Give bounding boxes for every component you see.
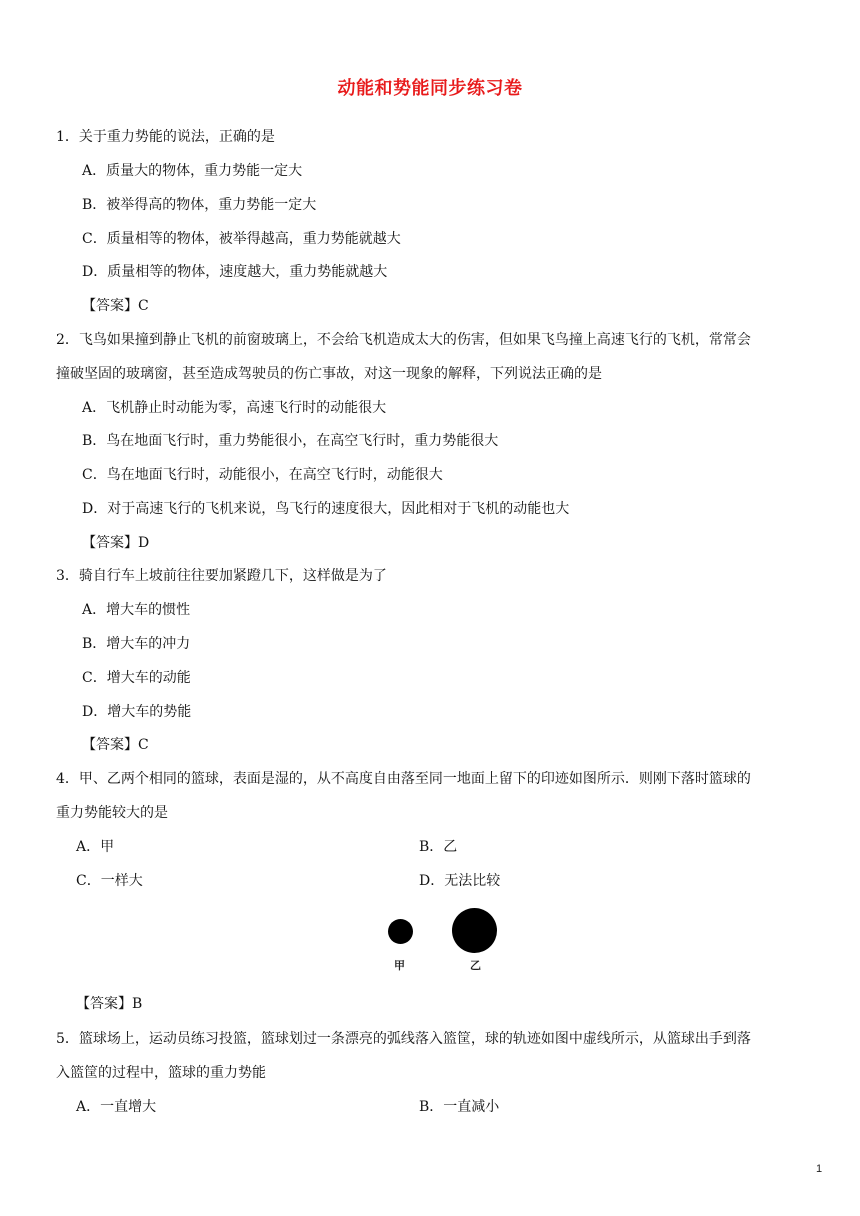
question-3-option-c: C．增大车的动能 <box>82 670 191 686</box>
question-4-option-b: B．乙 <box>419 839 458 855</box>
question-1-option-c: C．质量相等的物体，被举得越高，重力势能就越大 <box>82 231 401 247</box>
question-2-option-d: D．对于高速飞行的飞机来说，鸟飞行的速度很大，因此相对于飞机的动能也大 <box>82 501 570 517</box>
small-ball-imprint <box>388 919 413 944</box>
question-2-option-b: B．鸟在地面飞行时，重力势能很小，在高空飞行时，重力势能很大 <box>82 433 499 449</box>
question-4-stem-line-1: 4．甲、乙两个相同的篮球，表面是湿的，从不高度自由落至同一地面上留下的印迹如图所示．则刚下落时篮球的 <box>56 771 751 787</box>
document-title: 动能和势能同步练习卷 <box>337 78 523 99</box>
question-2-option-c: C．鸟在地面飞行时，动能很小，在高空飞行时，动能很大 <box>82 467 443 483</box>
question-4-option-a: A．甲 <box>76 839 115 855</box>
question-4-option-d: D．无法比较 <box>419 873 501 889</box>
question-1-option-b: B．被举得高的物体，重力势能一定大 <box>82 197 317 213</box>
ball-imprint-figure <box>372 900 512 980</box>
question-3-answer: 【答案】C <box>82 737 149 753</box>
question-1-stem: 1．关于重力势能的说法，正确的是 <box>56 129 275 145</box>
page-number: 1 <box>816 1163 823 1175</box>
question-3-option-b: B．增大车的冲力 <box>82 636 191 652</box>
question-2-stem-line-2: 撞破坚固的玻璃窗，甚至造成驾驶员的伤亡事故，对这一现象的解释，下列说法正确的是 <box>56 366 602 382</box>
question-1-option-a: A．质量大的物体，重力势能一定大 <box>82 163 303 179</box>
question-4-option-c: C．一样大 <box>76 873 143 889</box>
question-3-stem: 3．骑自行车上坡前往往要加紧蹬几下，这样做是为了 <box>56 568 387 584</box>
figure-label-yi: 乙 <box>470 959 481 972</box>
large-ball-imprint <box>452 908 497 953</box>
figure-label-jia: 甲 <box>394 959 405 972</box>
question-4-answer: 【答案】B <box>76 996 143 1012</box>
question-2-answer: 【答案】D <box>82 535 150 551</box>
question-4-stem-line-2: 重力势能较大的是 <box>56 805 168 821</box>
question-5-stem-line-1: 5．篮球场上，运动员练习投篮，篮球划过一条漂亮的弧线落入篮筐，球的轨迹如图中虚线所示，从篮球出手到落 <box>56 1031 751 1047</box>
question-3-option-a: A．增大车的惯性 <box>82 602 191 618</box>
question-5-stem-line-2: 入篮筐的过程中，篮球的重力势能 <box>56 1065 266 1081</box>
question-2-stem-line-1: 2．飞鸟如果撞到静止飞机的前窗玻璃上，不会给飞机造成太大的伤害，但如果飞鸟撞上高速飞行的飞机，常常会 <box>56 332 751 348</box>
question-3-option-d: D．增大车的势能 <box>82 704 192 720</box>
question-1-answer: 【答案】C <box>82 298 149 314</box>
question-2-option-a: A．飞机静止时动能为零，高速飞行时的动能很大 <box>82 400 387 416</box>
question-5-option-a: A．一直增大 <box>76 1099 157 1115</box>
question-5-option-b: B．一直减小 <box>419 1099 500 1115</box>
question-1-option-d: D．质量相等的物体，速度越大，重力势能就越大 <box>82 264 388 280</box>
